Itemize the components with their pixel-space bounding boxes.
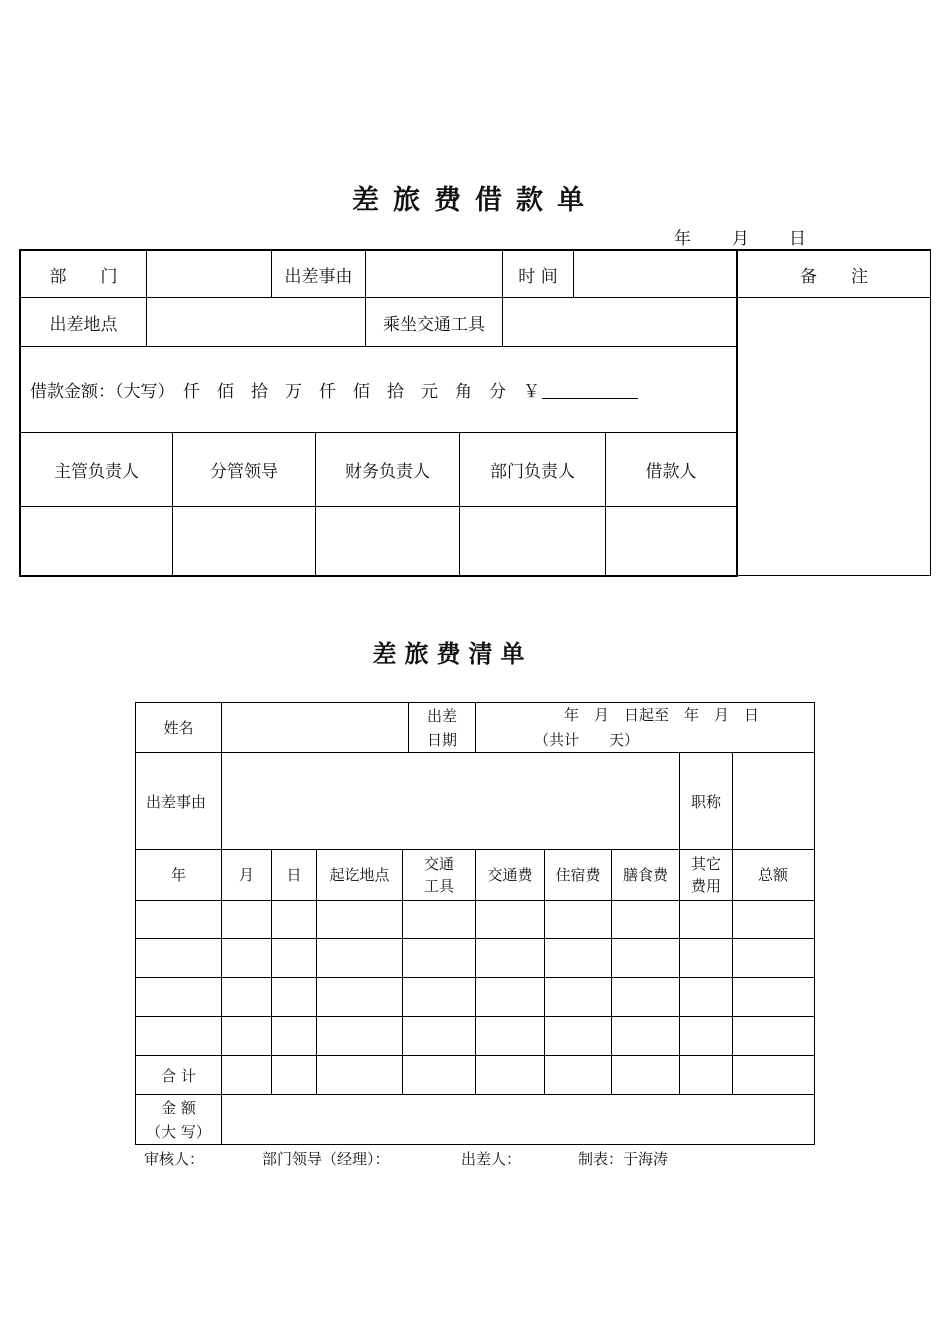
table-cell[interactable] xyxy=(733,1017,813,1054)
footer-traveler: 出差人： xyxy=(461,1150,522,1168)
table-cell[interactable] xyxy=(136,978,221,1015)
amount-words-label-l2: （大 写） xyxy=(146,1122,211,1141)
signer-label: 财务负责人 xyxy=(345,462,430,482)
trip-reason-label: 出差事由 xyxy=(284,266,353,287)
signer-label: 主管负责人 xyxy=(54,462,139,482)
table-cell[interactable] xyxy=(272,1017,316,1054)
signature-field[interactable] xyxy=(316,507,459,575)
loan-form-table xyxy=(0,0,950,600)
signer-label: 借款人 xyxy=(645,462,697,482)
time-field[interactable] xyxy=(574,251,736,297)
column-header: 交通 工具 xyxy=(423,855,454,895)
amount-words-label-l1: 金 额 xyxy=(161,1098,196,1117)
department-field[interactable] xyxy=(147,251,271,297)
column-header: 起讫地点 xyxy=(329,866,390,884)
loan-amount-row xyxy=(30,347,730,432)
total-cell[interactable] xyxy=(317,1056,402,1094)
total-cell[interactable] xyxy=(476,1056,544,1094)
trip-location-field[interactable] xyxy=(147,298,365,346)
signature-field[interactable] xyxy=(606,507,736,575)
table-cell[interactable] xyxy=(545,939,611,976)
table-cell[interactable] xyxy=(272,901,316,938)
table-cell[interactable] xyxy=(680,939,732,976)
table-cell[interactable] xyxy=(545,978,611,1015)
footer-prepared-by: 制表：于海涛 xyxy=(578,1150,669,1168)
column-header: 总额 xyxy=(757,866,788,884)
total-cell[interactable] xyxy=(612,1056,679,1094)
trip-reason-field-2[interactable] xyxy=(222,753,679,849)
job-title-field[interactable] xyxy=(733,753,814,849)
form1-date-year: 年 xyxy=(674,229,691,249)
table-cell[interactable] xyxy=(733,939,813,976)
table-cell[interactable] xyxy=(136,939,221,976)
table-cell[interactable] xyxy=(476,1017,544,1054)
table-cell[interactable] xyxy=(317,978,402,1015)
table-cell[interactable] xyxy=(680,978,732,1015)
table-cell[interactable] xyxy=(680,901,732,938)
total-cell[interactable] xyxy=(403,1056,475,1094)
table-cell[interactable] xyxy=(272,939,316,976)
column-header: 交通费 xyxy=(487,866,533,884)
form1-title: 差旅费借款单 xyxy=(352,185,598,216)
form1-date-day: 日 xyxy=(789,229,806,249)
form1-date-month: 月 xyxy=(732,229,749,249)
total-cell[interactable] xyxy=(272,1056,316,1094)
date-range-line1: 年 月 日起至 年 月 日 xyxy=(564,705,760,724)
signer-label: 部门负责人 xyxy=(490,462,575,482)
signer-label: 分管领导 xyxy=(210,462,278,482)
table-cell[interactable] xyxy=(612,978,679,1015)
signature-field[interactable] xyxy=(173,507,315,575)
table-cell[interactable] xyxy=(317,939,402,976)
table-cell[interactable] xyxy=(733,901,813,938)
table-cell[interactable] xyxy=(545,1017,611,1054)
loan-amount-label: 借款金额：（大写） 仟 佰 拾 万 仟 佰 拾 元 角 分 ￥ xyxy=(30,382,540,402)
table-cell[interactable] xyxy=(222,901,271,938)
table-cell[interactable] xyxy=(222,1017,271,1054)
trip-location-label: 出差地点 xyxy=(49,314,118,335)
remarks-label: 备 注 xyxy=(800,266,868,287)
table-cell[interactable] xyxy=(612,939,679,976)
trip-date-label xyxy=(409,703,475,752)
form2-title: 差旅费清单 xyxy=(372,639,533,668)
column-header: 年 xyxy=(170,866,186,884)
footer-dept-leader: 部门领导（经理）： xyxy=(262,1150,390,1168)
footer-reviewer: 审核人： xyxy=(144,1150,205,1168)
table-cell[interactable] xyxy=(222,939,271,976)
transport-label: 乘坐交通工具 xyxy=(383,314,485,335)
table-cell[interactable] xyxy=(476,939,544,976)
remarks-field[interactable] xyxy=(738,298,930,575)
total-cell[interactable] xyxy=(733,1056,813,1094)
table-cell[interactable] xyxy=(317,1017,402,1054)
table-cell[interactable] xyxy=(136,901,221,938)
name-field[interactable] xyxy=(222,703,408,752)
signature-field[interactable] xyxy=(460,507,605,575)
amount-words-field[interactable] xyxy=(222,1095,814,1144)
table-cell[interactable] xyxy=(222,978,271,1015)
table-cell[interactable] xyxy=(476,978,544,1015)
job-title-label: 职称 xyxy=(690,792,721,811)
trip-date-label-l2: 日期 xyxy=(426,730,457,749)
date-range-line2: （共计 天） xyxy=(534,730,640,749)
table-cell[interactable] xyxy=(403,1017,475,1054)
table-cell[interactable] xyxy=(733,978,813,1015)
trip-date-label-l1: 出差 xyxy=(426,706,457,725)
signature-field[interactable] xyxy=(21,507,172,575)
table-cell[interactable] xyxy=(545,901,611,938)
loan-amount-field[interactable] xyxy=(542,381,638,399)
column-header: 月 xyxy=(238,866,254,884)
time-label: 时 间 xyxy=(518,266,558,287)
column-header: 膳食费 xyxy=(622,866,668,884)
transport-field[interactable] xyxy=(503,298,736,346)
expense-list-table xyxy=(0,690,950,1160)
table-cell[interactable] xyxy=(403,901,475,938)
table-cell[interactable] xyxy=(612,901,679,938)
table-cell[interactable] xyxy=(317,901,402,938)
department-label: 部 门 xyxy=(49,266,118,287)
trip-reason-field[interactable] xyxy=(366,251,502,297)
table-cell[interactable] xyxy=(403,939,475,976)
total-cell[interactable] xyxy=(222,1056,271,1094)
table-cell[interactable] xyxy=(403,978,475,1015)
table-cell[interactable] xyxy=(272,978,316,1015)
column-header: 其它 费用 xyxy=(690,855,721,895)
table-cell[interactable] xyxy=(476,901,544,938)
table-cell[interactable] xyxy=(136,1017,221,1054)
column-header: 住宿费 xyxy=(555,866,601,884)
name-label: 姓名 xyxy=(163,719,194,737)
column-header: 日 xyxy=(286,866,302,884)
amount-words-label xyxy=(136,1095,221,1144)
trip-reason-label-2: 出差事由 xyxy=(146,792,207,811)
table-cell[interactable] xyxy=(612,1017,679,1054)
trip-date-range[interactable] xyxy=(476,703,814,752)
total-row-label: 合 计 xyxy=(161,1066,196,1085)
table-cell[interactable] xyxy=(680,1017,732,1054)
total-cell[interactable] xyxy=(545,1056,611,1094)
total-cell[interactable] xyxy=(680,1056,732,1094)
